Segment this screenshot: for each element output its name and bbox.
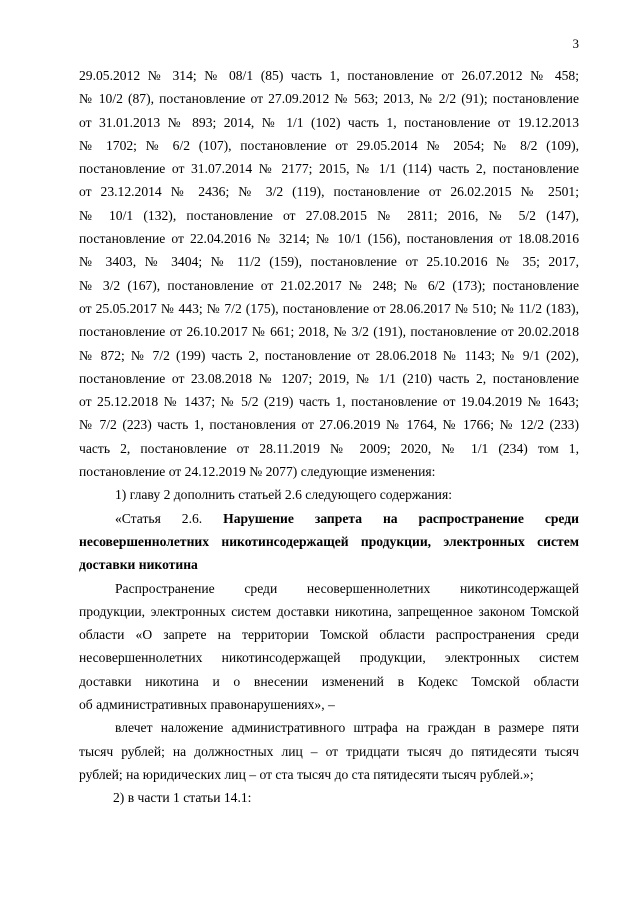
article-text-line: доставки никотина и о внесении изменений в Кодекс Томской области: [79, 673, 579, 689]
document-body: [79, 64, 579, 810]
penalty-text-line: рублей; на юридических лиц – от ста тысяч до ста пятидесяти тысяч рублей.»;: [79, 766, 534, 782]
amendment-item-1: 1) главу 2 дополнить статьей 2.6 следующего содержания:: [115, 487, 452, 503]
text-line: № 3/2 (167), постановление от 21.02.2017 № 248; № 6/2 (173); постановление: [79, 277, 579, 293]
text-line: № 3403, № 3404; № 11/2 (159), постановление от 25.10.2016 № 35; 2017,: [79, 254, 579, 270]
text-line: постановление от 31.07.2014 № 2177; 2015, № 1/1 (114) часть 2, постановление: [79, 161, 579, 177]
text-line: постановление от 26.10.2017 № 661; 2018, № 3/2 (191), постановление от 20.02.2018: [79, 324, 579, 340]
article-heading: [79, 507, 579, 530]
text-line: постановление от 22.04.2016 № 3214; № 10/1 (156), постановления от 18.08.2016: [79, 231, 579, 247]
page-number: 3: [572, 36, 579, 51]
penalty-text-line: тысяч рублей; на должностных лиц – от тридцати тысяч до пятидесяти тысяч: [79, 743, 579, 759]
article-title-part: доставки никотина: [79, 557, 198, 573]
text-line: от 25.05.2017 № 443; № 7/2 (175), постановление от 28.06.2017 № 510; № 11/2 (183),: [79, 300, 579, 316]
text-line: № 10/2 (87), постановление от 27.09.2012 № 563; 2013, № 2/2 (91); постановление: [79, 91, 579, 107]
article-text-line: продукции, электронных систем доставки никотина, запрещенное законом Томской: [79, 603, 579, 619]
text-line: от 23.12.2014 № 2436; № 3/2 (119), постановление от 26.02.2015 № 2501;: [79, 184, 579, 200]
text-line: от 25.12.2018 № 1437; № 5/2 (219) часть 1, постановление от 19.04.2019 № 1643;: [79, 394, 579, 410]
text-line: № 7/2 (223) часть 1, постановления от 27.06.2019 № 1764, № 1766; № 12/2 (233): [79, 417, 579, 433]
text-line: № 10/1 (132), постановление от 27.08.2015 № 2811; 2016, № 5/2 (147),: [79, 207, 579, 223]
article-title-part: несовершеннолетних никотинсодержащей продукции, электронных систем: [79, 533, 579, 549]
article-text-line: несовершеннолетних никотинсодержащей продукции, электронных систем: [79, 650, 579, 666]
text-line: от 31.01.2013 № 893; 2014, № 1/1 (102) часть 1, постановление от 19.12.2013: [79, 114, 579, 130]
article-title-part: Нарушение запрета на распространение среди: [223, 510, 579, 526]
text-line: № 1702; № 6/2 (107), постановление от 29.05.2014 № 2054; № 8/2 (109),: [79, 137, 579, 153]
penalty-text-line: влечет наложение административного штрафа на граждан в размере пяти: [115, 720, 579, 736]
text-line: постановление от 23.08.2018 № 1207; 2019, № 1/1 (210) часть 2, постановление: [79, 370, 579, 386]
text-line: постановление от 24.12.2019 № 2077) следующие изменения:: [79, 464, 436, 480]
article-number: «Статья 2.6.: [115, 510, 203, 526]
article-text-line: об административных правонарушениях», –: [79, 697, 335, 713]
text-line: 29.05.2012 № 314; № 08/1 (85) часть 1, постановление от 26.07.2012 № 458;: [79, 68, 579, 83]
amendment-item-2: 2) в части 1 статьи 14.1:: [113, 790, 252, 806]
text-line: часть 2, постановление от 28.11.2019 № 2009; 2020, № 1/1 (234) том 1,: [79, 440, 579, 456]
article-text-line: области «О запрете на территории Томской области распространения среди: [79, 627, 579, 643]
article-text-line: Распространение среди несовершеннолетних никотинсодержащей: [115, 580, 579, 596]
text-line: № 872; № 7/2 (199) часть 2, постановление от 28.06.2018 № 1143; № 9/1 (202),: [79, 347, 579, 363]
